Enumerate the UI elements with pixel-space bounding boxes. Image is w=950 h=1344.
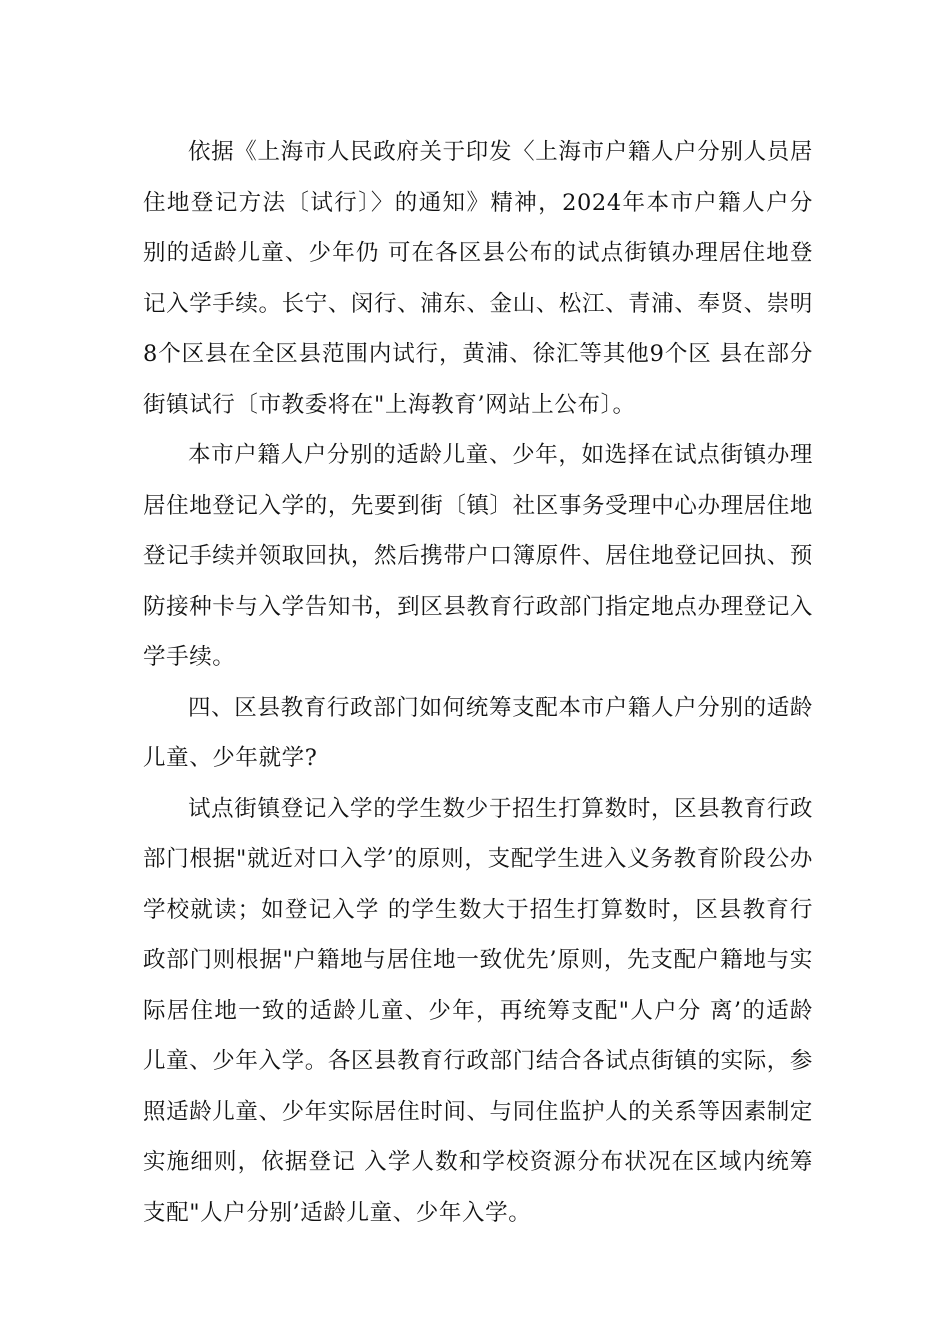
paragraph-registration-procedure: 本市户籍人户分别的适龄儿童、少年，如选择在试点街镇办理居住地登记入学的，先要到街〔镇〕社区事务受理中心办理居住地登记手续并领取回执，然后携带户口簿原件、居住地登记回执、预防接种卡与入学告知书，到区县教育行政部门指定地点办理登记入学手续。 — [143, 442, 813, 670]
section-heading-four: 四、区县教育行政部门如何统筹支配本市户籍人户分别的适龄儿童、少年就学? — [143, 694, 813, 771]
document-body — [143, 127, 813, 1238]
paragraph-enrollment-arrangement: 试点街镇登记入学的学生数少于招生打算数时，区县教育行政部门根据"就近对口入学’的原则，支配学生进入义务教育阶段公办学校就读；如登记入学 的学生数大于招生打算数时，区县教育行政部门则根据"户籍地与居住地一致优先’原则，先支配户籍地与实际居住地一致的适龄儿童、少年，再统筹支配"人户分 离’的适龄儿童、少年入学。各区县教育行政部门结合各试点街镇的实际，参照适龄儿童、少年实际居住时间、与同住监护人的关系等因素制定实施细则，依据登记 入学人数和学校资源分布状况在区域内统筹支配"人户分别’适龄儿童、少年入学。 — [143, 795, 813, 1226]
paragraph-residence-registration-policy: 依据《上海市人民政府关于印发〈上海市户籍人户分别人员居住地登记方法〔试行〕〉的通知》精神，2024年本市户籍人户分别的适龄儿童、少年仍 可在各区县公布的试点街镇办理居住地登记入学手续。长宁、闵行、浦东、金山、松江、青浦、奉贤、崇明8个区县在全区县范围内试行，黄浦、徐汇等其他9个区 县在部分街镇试行〔市教委将在"上海教育’网站上公布〕。 — [143, 139, 813, 418]
